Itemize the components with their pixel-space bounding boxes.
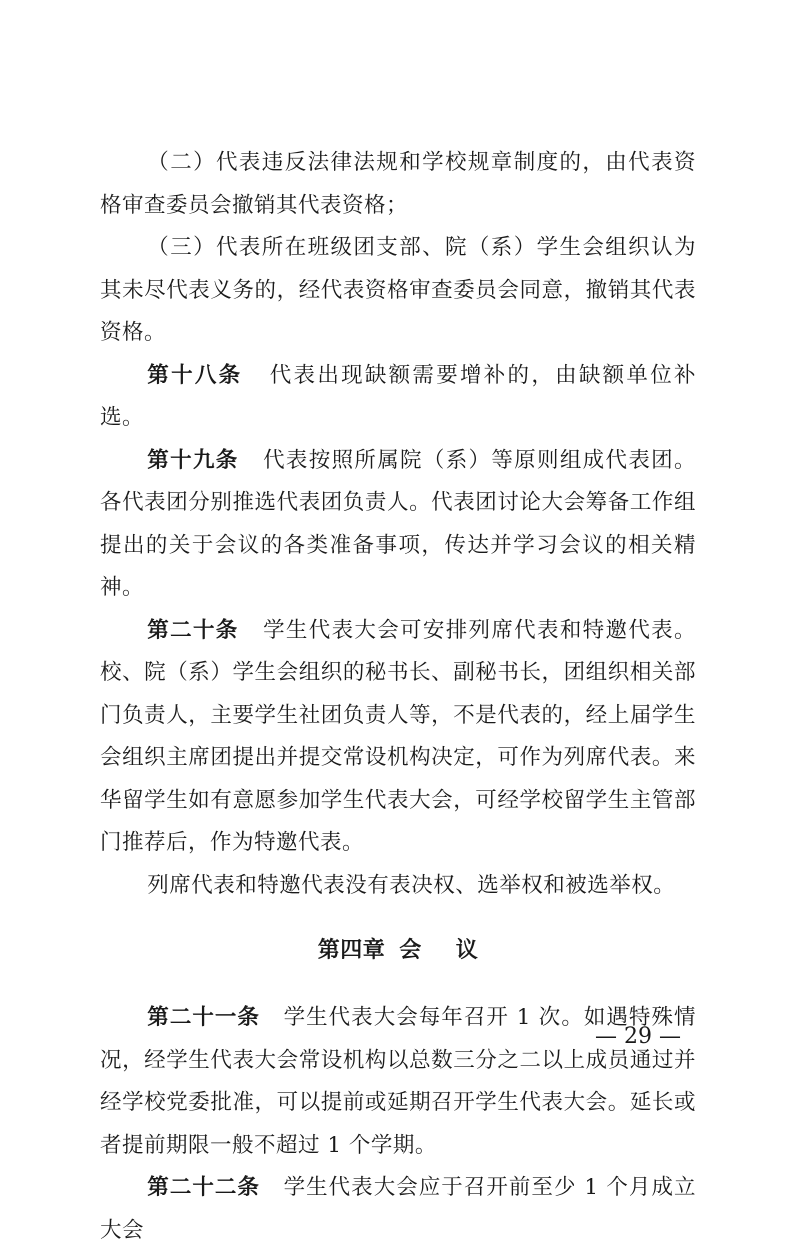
paragraph-clause-3 [100, 227, 696, 355]
paragraph-clause-2 [100, 142, 696, 227]
clause-text: （二）代表违反法律法规和学校规章制度的，由代表资格审查委员会撤销其代表资格； [100, 150, 696, 218]
paragraph-article-19 [100, 440, 696, 610]
article-text: 代表出现缺额需要增补的，由缺额单位补选。 [100, 362, 696, 430]
chapter-number: 第四章 [317, 938, 386, 963]
paragraph-article-18 [100, 355, 696, 440]
article-number: 第二十二条 [147, 1175, 260, 1200]
chapter-heading [100, 933, 696, 969]
chapter-title-word-2: 议 [455, 938, 479, 963]
article-text: 代表按照所属院（系）等原则组成代表团。各代表团分别推选代表团负责人。代表团讨论大会筹备工作组提出的关于会议的各类准备事项，传达并学习会议的相关精神。 [100, 447, 696, 600]
article-text: 学生代表大会应于召开前至少 1 个月成立大会 [100, 1175, 696, 1243]
article-text: 列席代表和特邀代表没有表决权、选举权和被选举权。 [147, 872, 676, 898]
article-number: 第二十一条 [147, 1005, 260, 1030]
clause-text: （三）代表所在班级团支部、院（系）学生会组织认为其未尽代表义务的，经代表资格审查委员会同意，撤销其代表资格。 [100, 235, 696, 345]
paragraph-article-22 [100, 1167, 696, 1252]
paragraph-article-20-note [100, 865, 696, 908]
document-body [100, 142, 696, 1252]
article-text: 学生代表大会可安排列席代表和特邀代表。校、院（系）学生会组织的秘书长、副秘书长，团组织相关部门负责人，主要学生社团负责人等，不是代表的，经上届学生会组织主席团提出并提交常设机构决定，可作为列席代表。来华留学生如有意愿参加学生代表大会，可经学校留学生主管部门推荐后，作为特邀代表。 [100, 617, 696, 855]
page-number: — 29 — [595, 1024, 681, 1049]
article-text: 学生代表大会每年召开 1 次。如遇特殊情况，经学生代表大会常设机构以总数三分之二以上成员通过并经学校党委批准，可以提前或延期召开学生代表大会。延长或者提前期限一般不超过 1 个学期。 [100, 1005, 696, 1158]
article-number: 第十九条 [147, 447, 239, 473]
article-number: 第十八条 [147, 362, 243, 388]
paragraph-article-20 [100, 610, 696, 865]
chapter-title-word-1: 会 [399, 938, 422, 963]
article-number: 第二十条 [147, 617, 239, 643]
